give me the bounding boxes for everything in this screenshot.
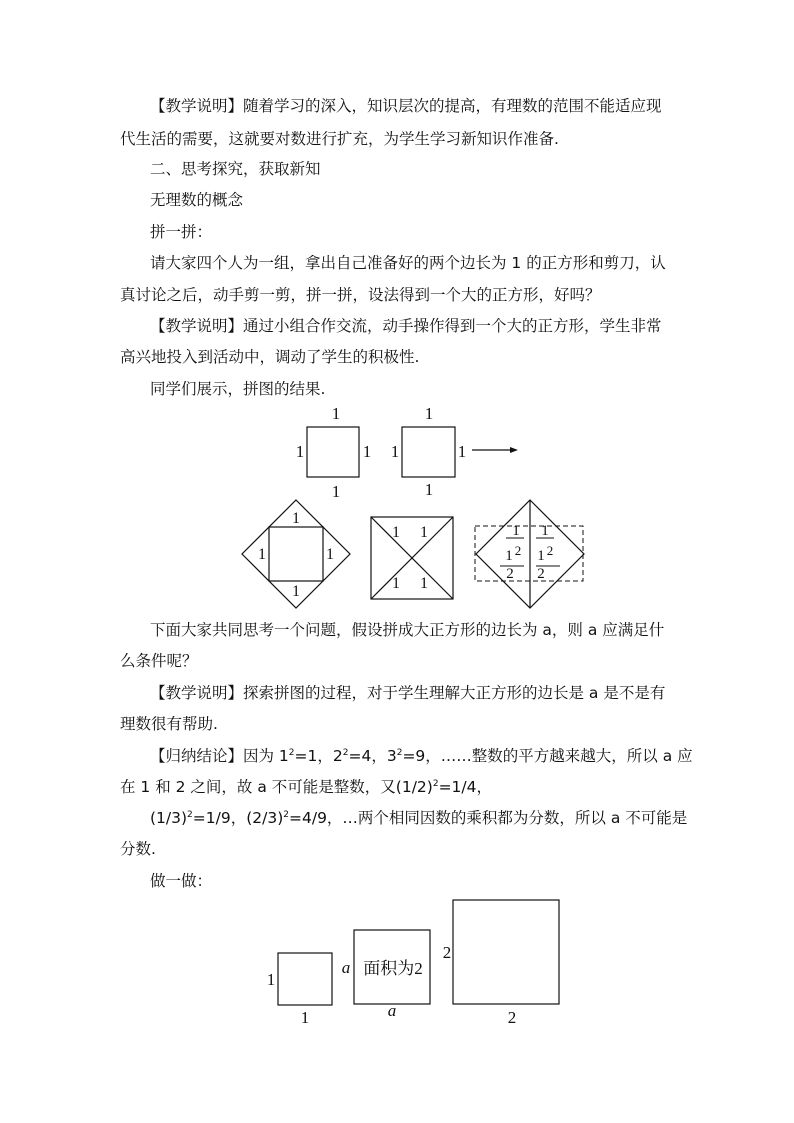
conclusion-text: =9，……整数的平方越来越大，所以 a 应 xyxy=(402,747,693,765)
small-square-bottom-label: 1 xyxy=(300,1008,310,1027)
crossed-tl-label: 1 xyxy=(392,524,400,541)
small-square xyxy=(278,953,332,1005)
large-square xyxy=(453,900,559,1004)
conclusion-text: =1/9，(2/3) xyxy=(192,809,284,827)
diamond-bottom-label: 1 xyxy=(292,583,300,600)
fraction-denominator: 1 xyxy=(537,548,545,564)
paragraph-line: 高兴地投入到活动中，调动了学生的积极性. xyxy=(120,348,420,366)
paragraph-line: 请大家四个人为一组，拿出自己准备好的两个边长为 1 的正方形和剪刀，认 xyxy=(150,254,666,272)
paragraph-line: 【教学说明】通过小组合作交流，动手操作得到一个大的正方形，学生非常 xyxy=(150,317,662,335)
paragraph-line: 同学们展示，拼图的结果. xyxy=(150,380,326,398)
conclusion-text: =1，2 xyxy=(294,747,343,765)
fraction-denominator: 2 xyxy=(514,543,522,558)
large-square-bottom-label: 2 xyxy=(507,1008,517,1027)
exponent: 2 xyxy=(432,779,439,789)
conclusion-line xyxy=(150,746,710,766)
fraction-numerator: 1 xyxy=(512,523,520,539)
conclusion-text: =1/4， xyxy=(438,778,492,796)
paragraph-line: 分数. xyxy=(120,840,156,858)
area-label: 面积为2 xyxy=(363,959,423,978)
paragraph-line: 理数很有帮助. xyxy=(120,715,218,733)
square-a-bottom-label: 1 xyxy=(331,482,341,501)
square-b-left-label: 1 xyxy=(390,442,400,461)
subheading: 无理数的概念 xyxy=(150,191,244,209)
large-square-left-label: 2 xyxy=(442,943,452,962)
arrow-head xyxy=(510,447,518,453)
area-two-square-left-label: a xyxy=(341,958,351,977)
activity-label: 拼一拼： xyxy=(150,223,213,241)
conclusion-text: (1/3) xyxy=(150,809,188,827)
paragraph-line: 【教学说明】探索拼图的过程，对于学生理解大正方形的边长是 a 是不是有 xyxy=(150,684,666,702)
paragraph-line: 【教学说明】随着学习的深入，知识层次的提高，有理数的范围不能适应现 xyxy=(150,97,662,115)
square-puzzle-figure xyxy=(0,400,794,615)
conclusion-text: 【归纳结论】因为 1 xyxy=(150,747,289,765)
fraction-denominator: 1 xyxy=(505,548,513,564)
activity-label: 做一做： xyxy=(150,872,213,890)
paragraph-line: 真讨论之后，动手剪一剪，拼一拼，设法得到一个大的正方形，好吗？ xyxy=(120,286,601,304)
square-b-right-label: 1 xyxy=(457,442,467,461)
square-b-top-label: 1 xyxy=(424,404,434,423)
exponent: 2 xyxy=(342,748,349,758)
area-two-square-bottom-label: a xyxy=(387,1001,397,1020)
paragraph-line: 下面大家共同思考一个问题，假设拼成大正方形的边长为 a，则 a 应满足什 xyxy=(150,621,665,639)
conclusion-line xyxy=(150,808,710,828)
small-square-left-label: 1 xyxy=(266,970,276,989)
diamond-right-label: 1 xyxy=(326,546,334,563)
exponent: 2 xyxy=(283,810,289,820)
crossed-bl-label: 1 xyxy=(392,575,400,592)
fraction-lower: 2 xyxy=(537,566,545,582)
square-a-top-label: 1 xyxy=(331,404,341,423)
exponent: 2 xyxy=(396,748,403,758)
fraction-numerator: 1 xyxy=(541,523,549,539)
unit-square-b xyxy=(402,427,455,477)
area-squares-figure xyxy=(0,890,794,1030)
exponent: 2 xyxy=(288,748,295,758)
diamond-top-label: 1 xyxy=(292,510,300,527)
square-a-left-label: 1 xyxy=(295,442,305,461)
square-b-bottom-label: 1 xyxy=(424,480,434,499)
dashed-rectangle xyxy=(475,526,583,581)
exponent: 2 xyxy=(187,810,193,820)
unit-square-a xyxy=(307,427,359,477)
crossed-tr-label: 1 xyxy=(420,524,428,541)
paragraph-line: 代生活的需要，这就要对数进行扩充，为学生学习新知识作准备. xyxy=(120,130,559,148)
section-heading: 二、思考探究，获取新知 xyxy=(150,160,321,178)
conclusion-text: 在 1 和 2 之间，故 a 不可能是整数，又(1/2) xyxy=(120,778,433,796)
diamond-left-label: 1 xyxy=(258,546,266,563)
conclusion-text: =4/9，…两个相同因数的乘积都为分数，所以 a 不可能是 xyxy=(289,809,688,827)
inner-unit-square xyxy=(269,527,323,581)
conclusion-line xyxy=(120,777,680,797)
paragraph-line: 么条件呢？ xyxy=(120,652,198,670)
square-a-right-label: 1 xyxy=(362,442,372,461)
fraction-lower: 2 xyxy=(506,566,514,582)
crossed-br-label: 1 xyxy=(420,575,428,592)
conclusion-text: =4，3 xyxy=(348,747,397,765)
fraction-denominator: 2 xyxy=(546,543,554,558)
